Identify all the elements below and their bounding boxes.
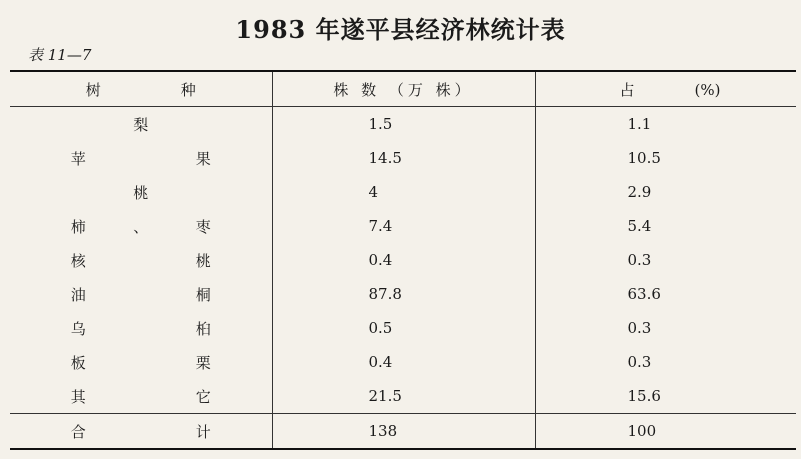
species-name: 板 栗	[70, 353, 211, 372]
page-title: 1983 年遂平县经济林统计表	[235, 15, 566, 44]
species-name: 油 桐	[70, 285, 211, 304]
cell-percent: 2.9	[535, 175, 796, 209]
species-name: 梨	[133, 115, 149, 134]
header-percent	[535, 71, 796, 107]
cell-species	[10, 277, 272, 311]
cell-percent: 63.6	[535, 277, 796, 311]
table-row	[10, 243, 796, 277]
cell-count: 4	[272, 175, 535, 209]
table-row	[10, 345, 796, 379]
table-header-row	[10, 71, 796, 107]
cell-percent: 10.5	[535, 141, 796, 175]
cell-species	[10, 141, 272, 175]
cell-count: 14.5	[272, 141, 535, 175]
cell-count: 7.4	[272, 209, 535, 243]
cell-count: 0.4	[272, 345, 535, 379]
table-row	[10, 379, 796, 414]
cell-species	[10, 379, 272, 414]
cell-percent: 1.1	[535, 107, 796, 142]
table-row	[10, 141, 796, 175]
cell-percent: 5.4	[535, 209, 796, 243]
cell-species	[10, 311, 272, 345]
cell-count: 0.5	[272, 311, 535, 345]
species-name: 其 它	[70, 387, 211, 406]
cell-species	[10, 209, 272, 243]
cell-count: 1.5	[272, 107, 535, 142]
species-name: 柿 、 枣	[70, 217, 211, 236]
cell-species	[10, 175, 272, 209]
table-row	[10, 175, 796, 209]
cell-count: 87.8	[272, 277, 535, 311]
cell-species	[10, 243, 272, 277]
header-percent-char: 占	[619, 80, 635, 99]
cell-count: 138	[272, 414, 535, 450]
cell-percent: 0.3	[535, 311, 796, 345]
cell-percent: 0.3	[535, 345, 796, 379]
species-name: 乌 桕	[70, 319, 211, 338]
cell-species	[10, 345, 272, 379]
species-name: 桃	[133, 183, 149, 202]
table-total-row	[10, 414, 796, 450]
table-row	[10, 277, 796, 311]
table-label: 表 11—7	[28, 46, 92, 64]
species-name: 合 计	[70, 422, 211, 441]
cell-percent: 0.3	[535, 243, 796, 277]
cell-count: 0.4	[272, 243, 535, 277]
table-row	[10, 311, 796, 345]
header-count: 株 数 （万 株）	[272, 71, 535, 107]
species-name: 核 桃	[70, 251, 211, 270]
cell-percent: 100	[535, 414, 796, 450]
statistics-table	[10, 70, 796, 450]
header-species-label: 树 种	[85, 80, 196, 99]
table-row	[10, 107, 796, 142]
header-species	[10, 71, 272, 107]
cell-percent: 15.6	[535, 379, 796, 414]
cell-species	[10, 414, 272, 450]
table-row	[10, 209, 796, 243]
species-name: 苹 果	[70, 149, 211, 168]
cell-species	[10, 107, 272, 142]
cell-count: 21.5	[272, 379, 535, 414]
header-percent-unit: (%)	[694, 80, 721, 99]
